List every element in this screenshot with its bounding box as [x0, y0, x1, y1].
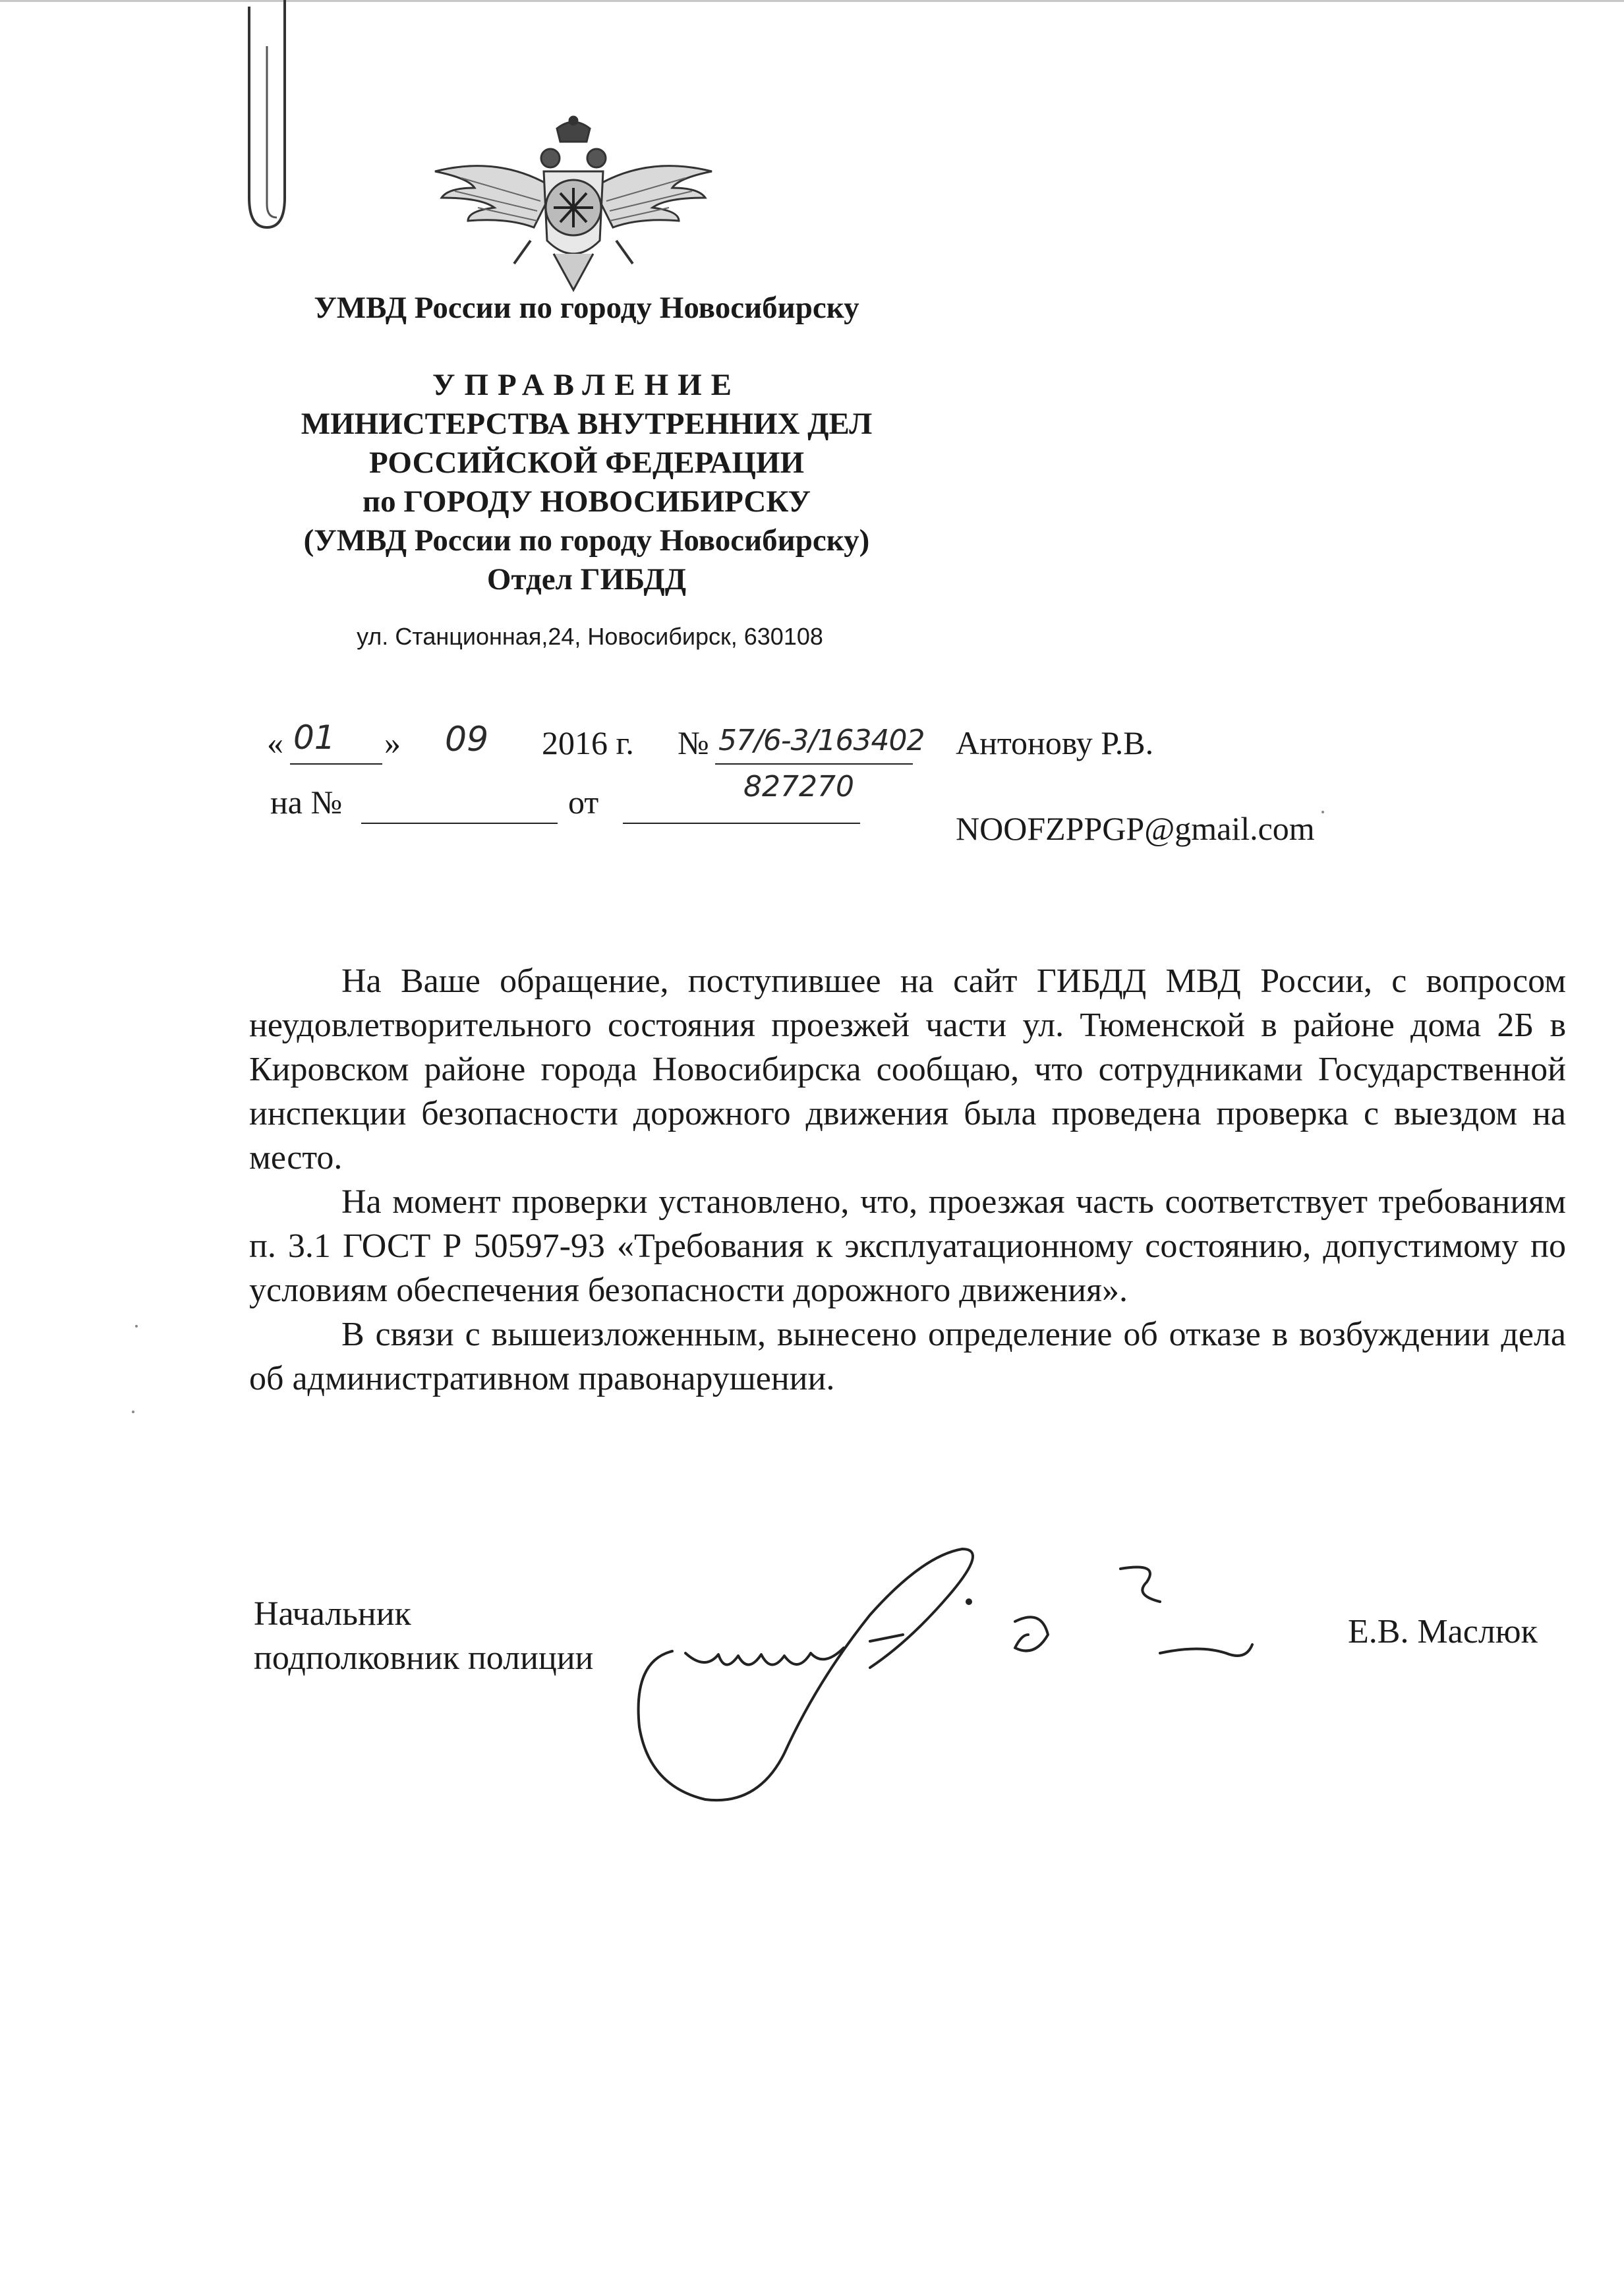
body-paragraph: В связи с вышеизложенным, вынесено определение об отказе в возбуждении дела об административном правонарушении.: [249, 1316, 1566, 1397]
issuer-short-name: УМВД России по городу Новосибирску: [314, 291, 859, 325]
scan-dot: [132, 1411, 134, 1413]
issuer-line: (УМВД России по городу Новосибирску): [303, 523, 870, 558]
recipient-email: NOOFZPPGP@gmail.com: [956, 810, 1315, 847]
issuer-line: УПРАВЛЕНИЕ: [432, 368, 741, 402]
issuer-line: МИНИСТЕРСТВА ВНУТРЕННИХ ДЕЛ: [301, 407, 873, 441]
issuer-address: ул. Станционная,24, Новосибирск, 630108: [357, 623, 823, 650]
scan-dot: [1321, 811, 1324, 813]
body-paragraph: На Ваше обращение, поступившее на сайт ГИБДД МВД России, с вопросом неудовлетворительного состояния проезжей части ул. Тюменской в районе дома 2Б в Кировском районе города Новосибирска сообщаю, что сотрудниками Государственной инспекции безопасности дорожного движения была проведена проверка с выездом на место.: [249, 962, 1566, 1177]
date-quote-open: «: [267, 724, 283, 761]
reg-number-underline: [715, 763, 913, 765]
double-headed-eagle-emblem-icon: [422, 115, 725, 297]
ref-number-handwritten: 827270: [743, 770, 854, 803]
ref-date-label: от: [568, 784, 599, 821]
scan-dot: [135, 1325, 138, 1328]
reg-number: 57/6-3/163402: [718, 724, 925, 757]
recipient-name: Антонову Р.В.: [956, 724, 1154, 761]
issuer-line: Отдел ГИБДД: [486, 562, 687, 597]
date-day: 01: [293, 718, 335, 757]
issuer-full-name: [198, 366, 975, 599]
ref-number-label: на №: [270, 784, 343, 821]
ref-number-underline: [361, 823, 558, 824]
issuer-line: по ГОРОДУ НОВОСИБИРСКУ: [362, 484, 811, 519]
paper-clip-icon: [244, 0, 316, 250]
signatory-rank: подполковник полиции: [254, 1639, 594, 1677]
letter-body: [249, 959, 1566, 1401]
issuer-line: РОССИЙСКОЙ ФЕДЕРАЦИИ: [369, 446, 804, 480]
date-month: 09: [445, 720, 489, 759]
signatory-name: Е.В. Маслюк: [1348, 1613, 1538, 1650]
date-year: 2016 г.: [542, 724, 634, 761]
signatory-title: [254, 1592, 593, 1680]
ref-date-underline: [623, 823, 860, 824]
signatory-position: Начальник: [254, 1595, 411, 1633]
body-paragraph: На момент проверки установлено, что, проезжая часть соответствует требованиям п. 3.1 ГОСТ Р 50597-93 «Требования к эксплуатационному состоянию, допустимому по условиям обеспечения безопасности дорожного движения».: [249, 1183, 1566, 1309]
handwritten-signature-icon: [620, 1536, 1358, 1865]
date-quote-close: »: [384, 724, 401, 761]
reg-number-label: №: [678, 724, 709, 761]
date-day-underline: [290, 763, 382, 765]
